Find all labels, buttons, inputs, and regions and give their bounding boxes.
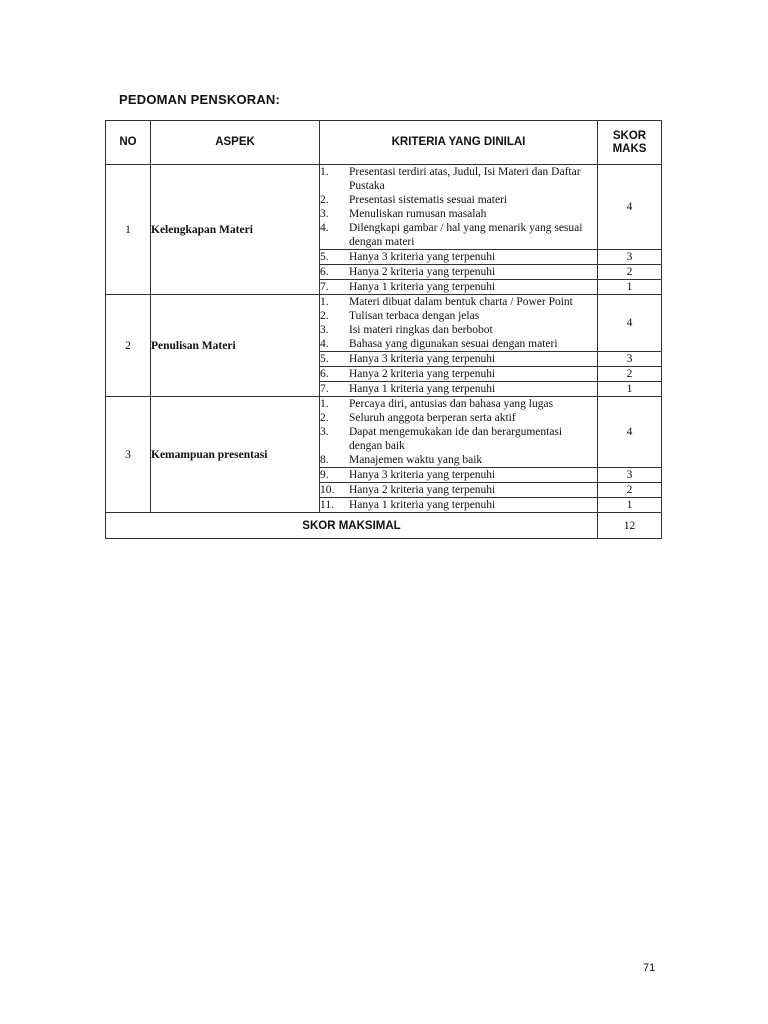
criteria-item: 1. Presentasi terdiri atas, Judul, Isi Materi dan Daftar Pustaka — [320, 166, 581, 192]
aspect-number: 1 — [106, 165, 151, 295]
criteria-item: 5. Hanya 3 kriteria yang terpenuhi — [320, 251, 496, 263]
page-heading: PEDOMAN PENSKORAN: — [119, 92, 281, 107]
header-no: NO — [106, 121, 151, 165]
criteria-item: 9. Hanya 3 kriteria yang terpenuhi — [320, 469, 496, 481]
header-kriteria: KRITERIA YANG DINILAI — [320, 121, 598, 165]
score-value: 2 — [598, 265, 662, 280]
criteria-item: 1. Materi dibuat dalam bentuk charta / Power Point — [320, 296, 573, 308]
criteria-item: 5. Hanya 3 kriteria yang terpenuhi — [320, 353, 496, 365]
score-value: 3 — [598, 352, 662, 367]
max-score: 4 — [598, 295, 662, 352]
criteria-list — [320, 295, 598, 352]
max-score: 4 — [598, 397, 662, 468]
max-score: 4 — [598, 165, 662, 250]
aspect-name: Kemampuan presentasi — [151, 397, 320, 513]
criteria-item: 3. Dapat mengemukakan ide dan berargumentasi dengan baik — [320, 426, 563, 452]
aspect-name: Kelengkapan Materi — [151, 165, 320, 295]
score-value: 1 — [598, 280, 662, 295]
score-value: 3 — [598, 250, 662, 265]
criteria-list — [320, 165, 598, 250]
header-skor-label: SKOR MAKS — [612, 129, 647, 155]
total-row — [106, 513, 662, 539]
header-skor — [598, 121, 662, 165]
aspect-number: 2 — [106, 295, 151, 397]
criteria-list — [320, 397, 598, 468]
criteria-item: 2. Tulisan terbaca dengan jelas — [320, 310, 480, 322]
table-row — [106, 295, 662, 352]
criteria-item: 2. Presentasi sistematis sesuai materi — [320, 194, 508, 206]
scoring-rubric-table — [105, 120, 662, 539]
criteria-item: 8. Manajemen waktu yang baik — [320, 454, 483, 466]
criteria-item: 10. Hanya 2 kriteria yang terpenuhi — [320, 484, 496, 496]
criteria-item: 3. Isi materi ringkas dan berbobot — [320, 324, 493, 336]
criteria-item: 6. Hanya 2 kriteria yang terpenuhi — [320, 368, 496, 380]
score-value: 1 — [598, 382, 662, 397]
score-value: 3 — [598, 468, 662, 483]
score-value: 2 — [598, 367, 662, 382]
page-number: 71 — [643, 962, 656, 974]
criteria-item: 4. Dilengkapi gambar / hal yang menarik yang sesuai dengan materi — [320, 222, 583, 248]
criteria-item: 1. Percaya diri, antusias dan bahasa yang lugas — [320, 398, 554, 410]
total-score: 12 — [598, 513, 662, 539]
header-aspek: ASPEK — [151, 121, 320, 165]
criteria-item: 3. Menuliskan rumusan masalah — [320, 208, 487, 220]
criteria-item: 2. Seluruh anggota berperan serta aktif — [320, 412, 516, 424]
criteria-item: 11. Hanya 1 kriteria yang terpenuhi — [320, 499, 496, 511]
score-value: 2 — [598, 483, 662, 498]
criteria-item: 7. Hanya 1 kriteria yang terpenuhi — [320, 281, 496, 293]
table-header-row — [106, 121, 662, 165]
table-row — [106, 165, 662, 250]
score-value: 1 — [598, 498, 662, 513]
aspect-number: 3 — [106, 397, 151, 513]
criteria-item: 6. Hanya 2 kriteria yang terpenuhi — [320, 266, 496, 278]
total-label: SKOR MAKSIMAL — [106, 513, 598, 539]
aspect-name: Penulisan Materi — [151, 295, 320, 397]
table-row — [106, 397, 662, 468]
criteria-item: 4. Bahasa yang digunakan sesuai dengan materi — [320, 338, 558, 350]
criteria-item: 7. Hanya 1 kriteria yang terpenuhi — [320, 383, 496, 395]
